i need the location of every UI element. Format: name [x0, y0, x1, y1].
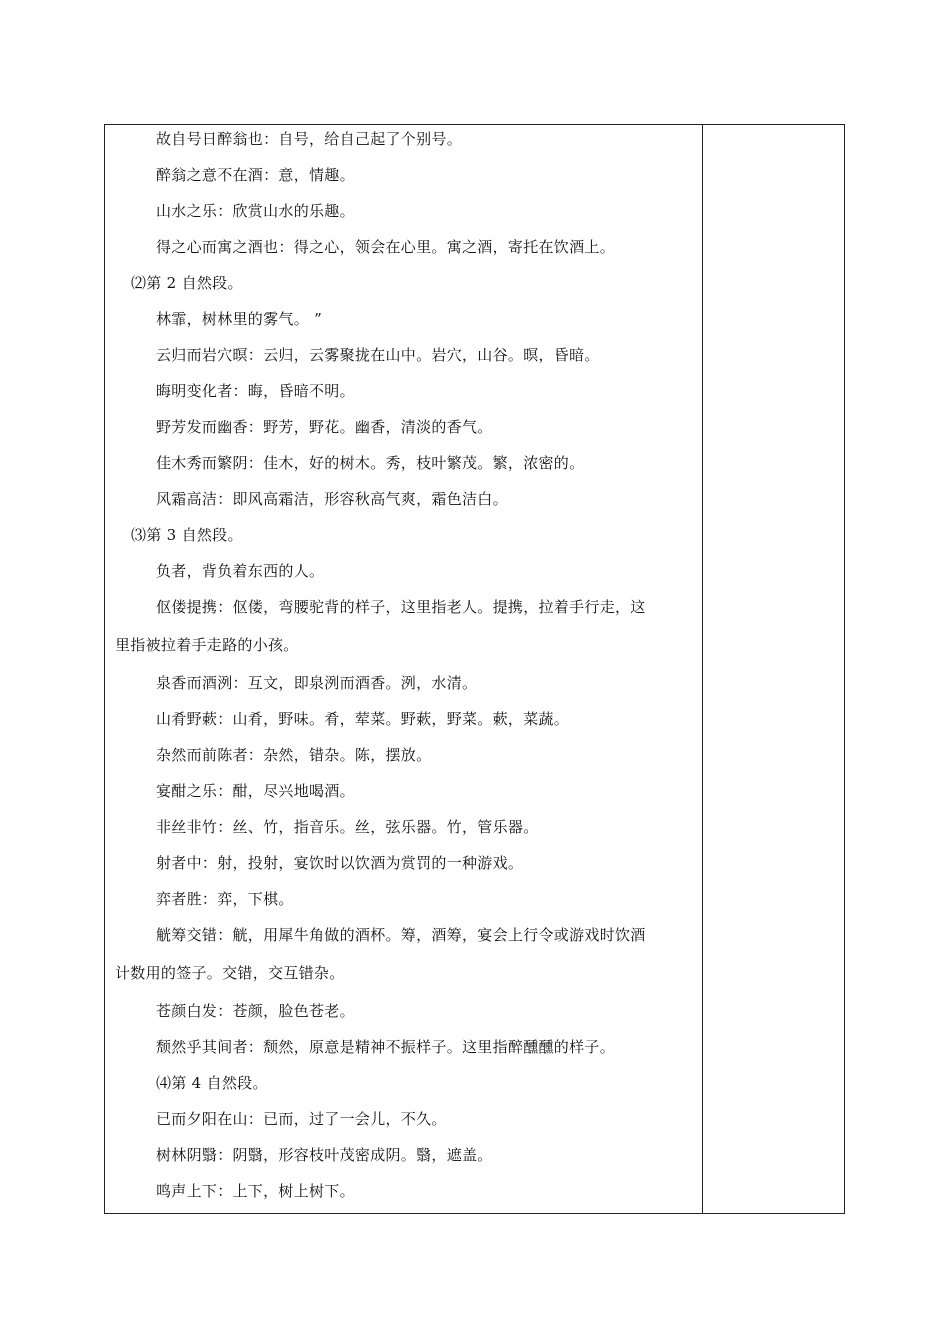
text-line: 颓然乎其间者：颓然，原意是精神不振样子。这里指醉醺醺的样子。	[156, 1038, 616, 1056]
section-heading: ⑷第 4 自然段。	[156, 1074, 268, 1092]
text-line: 山水之乐：欣赏山水的乐趣。	[156, 202, 355, 220]
text-line: 鸣声上下：上下，树上树下。	[156, 1182, 355, 1200]
text-line: 醉翁之意不在酒：意，情趣。	[156, 166, 355, 184]
text-line: 已而夕阳在山：已而，过了一会儿，不久。	[156, 1110, 447, 1128]
section-heading: ⑶第 3 自然段。	[131, 526, 243, 544]
section-heading: ⑵第 2 自然段。	[131, 274, 243, 292]
notes-table	[104, 124, 845, 1214]
blank-notes-column	[703, 125, 845, 1213]
text-line: 野芳发而幽香：野芳，野花。幽香，清淡的香气。	[156, 418, 493, 436]
text-line: 山肴野蔌：山肴，野味。肴，荤菜。野蔌，野菜。蔌，菜蔬。	[156, 710, 570, 728]
text-line: 非丝非竹：丝、竹，指音乐。丝，弦乐器。竹，管乐器。	[156, 818, 539, 836]
text-line: 泉香而酒洌：互文，即泉洌而酒香。洌，水清。	[156, 674, 478, 692]
annotation-column	[105, 125, 702, 1213]
text-line: 弈者胜：弈，下棋。	[156, 890, 294, 908]
text-line: 佳木秀而繁阴：佳木，好的树木。秀，枝叶繁茂。繁，浓密的。	[156, 454, 585, 472]
text-line: 风霜高洁：即风高霜洁，形容秋高气爽，霜色洁白。	[156, 490, 508, 508]
text-line: 里指被拉着手走路的小孩。	[115, 636, 299, 654]
text-line: 伛偻提携：伛偻，弯腰驼背的样子，这里指老人。提携，拉着手行走，这	[156, 598, 646, 616]
text-line: 计数用的签子。交错，交互错杂。	[115, 964, 345, 982]
text-line: 林霏，树林里的雾气。 ”	[156, 310, 323, 328]
text-line: 射者中：射，投射，宴饮时以饮酒为赏罚的一种游戏。	[156, 854, 524, 872]
text-line: 苍颜白发：苍颜，脸色苍老。	[156, 1002, 355, 1020]
text-line: 树林阴翳：阴翳，形容枝叶茂密成阴。翳，遮盖。	[156, 1146, 493, 1164]
text-line: 云归而岩穴暝：云归，云雾聚拢在山中。岩穴，山谷。暝，昏暗。	[156, 346, 600, 364]
text-line: 晦明变化者：晦，昏暗不明。	[156, 382, 355, 400]
text-line: 觥筹交错：觥，用犀牛角做的酒杯。筹，酒筹，宴会上行令或游戏时饮酒	[156, 926, 646, 944]
text-line: 故自号日醉翁也：自号，给自己起了个别号。	[156, 130, 463, 148]
text-line: 负者，背负着东西的人。	[156, 562, 325, 580]
text-line: 宴酣之乐：酣，尽兴地喝酒。	[156, 782, 355, 800]
text-line: 得之心而寓之酒也：得之心，领会在心里。寓之酒，寄托在饮酒上。	[156, 238, 616, 256]
text-line: 杂然而前陈者：杂然，错杂。陈，摆放。	[156, 746, 432, 764]
